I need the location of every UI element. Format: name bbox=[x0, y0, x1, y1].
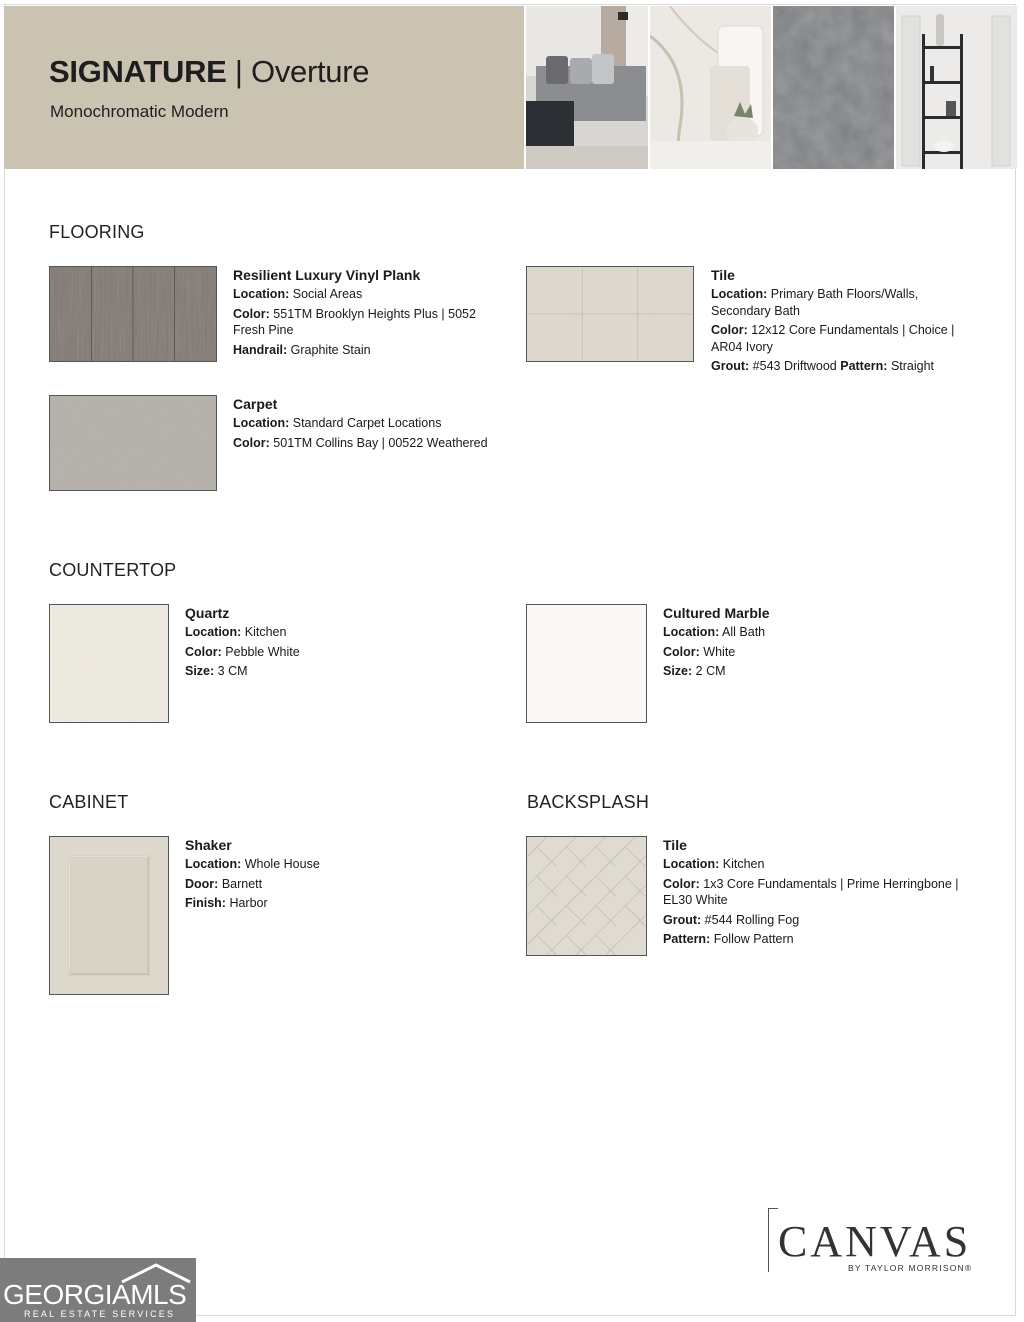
shelf-decor-photo bbox=[896, 6, 1017, 169]
spec-row: Location: Social Areas bbox=[233, 287, 363, 301]
spec-row: Finish: Harbor bbox=[185, 896, 268, 910]
spec-row: Pattern: Follow Pattern bbox=[663, 932, 794, 946]
carpet-swatch bbox=[49, 395, 217, 491]
spec-row: Door: Barnett bbox=[185, 876, 263, 891]
canvas-logo bbox=[768, 1208, 978, 1276]
concrete-texture-photo bbox=[773, 6, 894, 169]
spec-row: Location: Whole House bbox=[185, 857, 320, 871]
spec-row: Location: All Bath bbox=[663, 625, 766, 639]
spec-row: Location: Standard Carpet Locations bbox=[233, 416, 442, 430]
cabinet-door-swatch bbox=[49, 836, 169, 995]
backsplash-title: Tile bbox=[663, 837, 687, 853]
spec-row: Location: Kitchen bbox=[663, 857, 765, 871]
quartz-title: Quartz bbox=[185, 605, 230, 621]
cultured-marble-title: Cultured Marble bbox=[663, 605, 770, 621]
spec-row: Color: 1x3 Core Fundamentals | Prime Herringbone | EL30 White bbox=[663, 876, 959, 907]
spec-row: Location: Kitchen bbox=[185, 625, 287, 639]
georgia-mls-logo bbox=[0, 1258, 196, 1322]
georgia-mls-word: GEORGIAMLS bbox=[3, 1279, 187, 1310]
canvas-logo-bracket bbox=[768, 1208, 778, 1272]
cabinet-heading: CABINET bbox=[49, 792, 129, 812]
canvas-logo-tagline: BY TAYLOR MORRISON® bbox=[848, 1263, 973, 1273]
spec-row: Grout: #544 Rolling Fog bbox=[663, 912, 800, 927]
lvp-spec bbox=[233, 266, 498, 361]
page-title bbox=[49, 54, 369, 90]
backsplash-swatch bbox=[526, 836, 647, 956]
cabinet-title: Shaker bbox=[185, 837, 232, 853]
lvp-swatch bbox=[49, 266, 217, 362]
spec-row: Color: 12x12 Core Fundamentals | Choice | AR04 Ivory bbox=[711, 323, 955, 354]
cultured-marble-spec bbox=[663, 604, 903, 683]
floor-tile-spec bbox=[711, 266, 981, 378]
spec-row: Location: Primary Bath Floors/Walls, Secondary Bath bbox=[711, 287, 919, 318]
floor-tile-title: Tile bbox=[711, 267, 735, 283]
quartz-swatch bbox=[49, 604, 169, 723]
lvp-title: Resilient Luxury Vinyl Plank bbox=[233, 267, 421, 283]
georgia-mls-tagline: REAL ESTATE SERVICES bbox=[24, 1309, 176, 1319]
flooring-heading: FLOORING bbox=[49, 222, 145, 242]
floor-tile-swatch bbox=[526, 266, 694, 362]
spec-row: Color: White bbox=[663, 644, 736, 659]
quartz-spec bbox=[185, 604, 425, 683]
spec-row: Color: 501TM Collins Bay | 00522 Weathered bbox=[233, 435, 488, 450]
carpet-spec bbox=[233, 395, 498, 454]
spec-row: Grout: #543 Driftwood Pattern: Straight bbox=[711, 359, 935, 373]
spec-row: Size: 2 CM bbox=[663, 664, 726, 678]
canvas-logo-word: CANVAS bbox=[778, 1217, 972, 1266]
spec-row: Color: 551TM Brooklyn Heights Plus | 5052 Fresh Pine bbox=[233, 306, 476, 337]
countertop-heading: COUNTERTOP bbox=[49, 560, 177, 580]
backsplash-heading: BACKSPLASH bbox=[527, 792, 650, 812]
living-room-photo bbox=[526, 6, 648, 169]
spec-row: Color: Pebble White bbox=[185, 644, 300, 659]
cultured-marble-swatch bbox=[526, 604, 647, 723]
brand-name: SIGNATURE bbox=[49, 54, 227, 89]
title-separator: | bbox=[234, 54, 243, 89]
marble-kitchen-photo bbox=[650, 6, 771, 169]
collection-name: Overture bbox=[251, 54, 370, 89]
spec-row: Handrail: Graphite Stain bbox=[233, 342, 371, 357]
spec-row: Size: 3 CM bbox=[185, 664, 248, 678]
carpet-title: Carpet bbox=[233, 396, 278, 412]
cabinet-spec bbox=[185, 836, 425, 915]
backsplash-spec bbox=[663, 836, 978, 951]
page-subtitle: Monochromatic Modern bbox=[50, 102, 229, 121]
